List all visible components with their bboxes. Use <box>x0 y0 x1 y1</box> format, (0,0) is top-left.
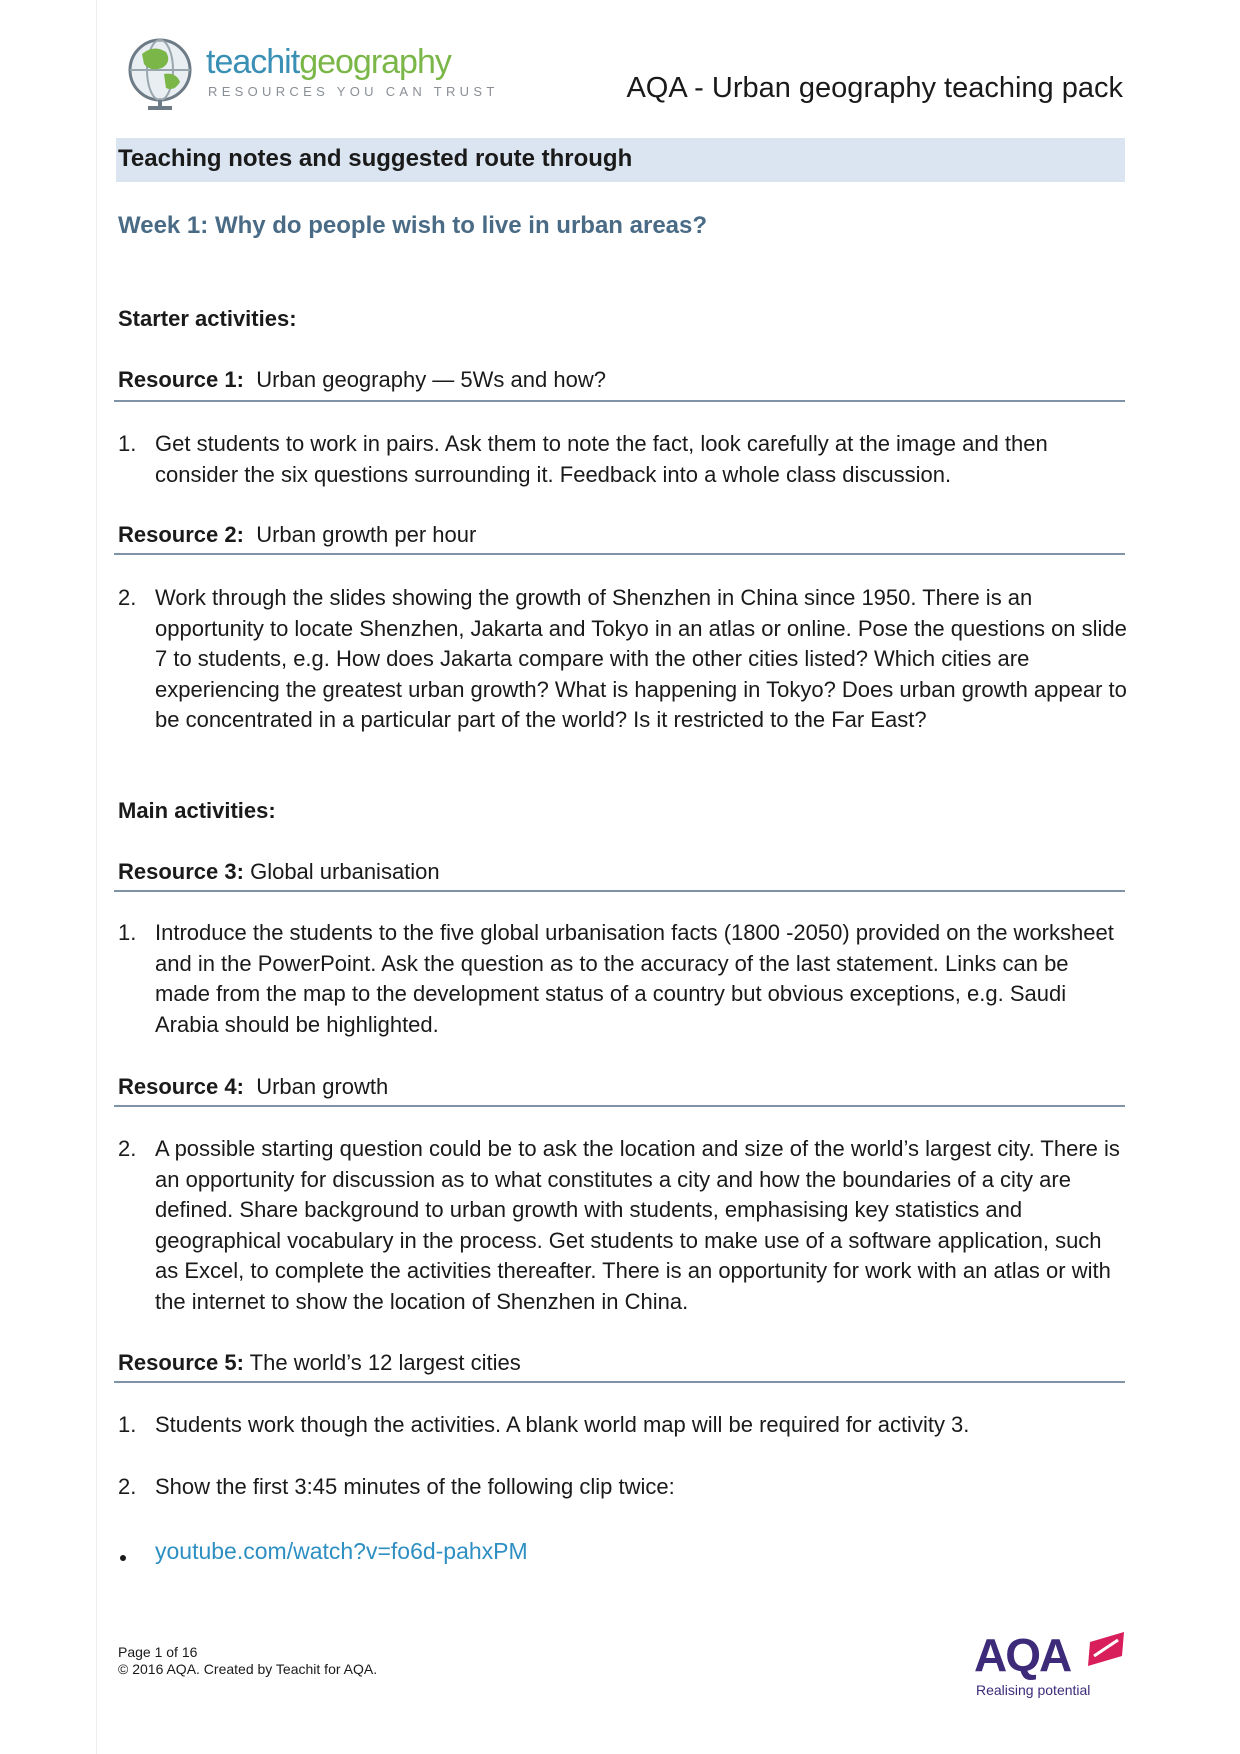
divider <box>114 553 1125 555</box>
list-item: 1. Get students to work in pairs. Ask them to note the fact, look carefully at the image and then consider the six questions surrounding it. Feedback into a whole class discussion. <box>118 431 1048 487</box>
week-title: Week 1: Why do people wish to live in urban areas? <box>118 212 708 239</box>
page-number: Page 1 of 16 <box>118 1644 198 1660</box>
list-item: 2. Show the first 3:45 minutes of the following clip twice: <box>118 1474 675 1499</box>
pack-title: AQA - Urban geography teaching pack <box>626 72 1123 104</box>
youtube-link[interactable]: youtube.com/watch?v=fo6d-pahxPM <box>155 1538 528 1564</box>
divider <box>114 400 1125 402</box>
main-heading: Main activities: <box>118 798 276 823</box>
teachit-geography-logo <box>120 28 499 112</box>
logo-tagline: RESOURCES YOU CAN TRUST <box>208 84 499 99</box>
section-banner <box>116 138 1125 182</box>
aqa-wordmark: AQA <box>974 1629 1071 1681</box>
page-edge <box>96 0 97 1754</box>
aqa-tagline: Realising potential <box>976 1682 1091 1698</box>
globe-icon <box>120 32 200 112</box>
banner-title: Teaching notes and suggested route through <box>118 145 633 172</box>
list-item: 2. A possible starting question could be to ask the location and size of the world’s largest city. There is an opportunity for discussion as to what constitutes a city and how the boundaries of a city are defined. Share background to urban growth with students, emphasising key statistics and geographical vocabulary in the process. Get students to make use of a software application, such as Excel, to complete the activities thereafter. There is an opportunity for work with an atlas or with the internet to show the location of Shenzhen in China. <box>118 1136 1120 1314</box>
starter-heading: Starter activities: <box>118 306 297 331</box>
divider <box>114 890 1125 892</box>
divider <box>114 1105 1125 1107</box>
resource-1-heading: Resource 1: Urban geography — 5Ws and how? <box>118 367 606 392</box>
bullet-icon <box>120 1555 126 1561</box>
logo-wordmark: teachitgeography <box>206 43 451 81</box>
resource-5-heading: Resource 5: The world’s 12 largest cities <box>118 1350 521 1375</box>
list-item: 2. Work through the slides showing the growth of Shenzhen in China since 1950. There is an opportunity to locate Shenzhen, Jakarta and Tokyo in an atlas or online. Pose the questions on slide 7 to students, e.g. How does Jakarta compare with the other cities listed? Which cities are experiencing the greatest urban growth? What is happening in Tokyo? Does urban growth appear to be concentrated in a particular part of the world? Is it restricted to the Far East? <box>118 585 1127 732</box>
resource-4-heading: Resource 4: Urban growth <box>118 1074 389 1099</box>
list-item: 1. Introduce the students to the five global urbanisation facts (1800 -2050) provided on the worksheet and in the PowerPoint. Ask the question as to the accuracy of the last statement. Links can be made from the map to the development status of a country but obvious exceptions, e.g. Saudi Arabia should be highlighted. <box>118 920 1114 1037</box>
resource-2-heading: Resource 2: Urban growth per hour <box>118 522 477 547</box>
divider <box>114 1381 1125 1383</box>
copyright-text: © 2016 AQA. Created by Teachit for AQA. <box>118 1661 378 1677</box>
page-footer <box>118 1644 377 1678</box>
aqa-logo <box>974 1628 1134 1708</box>
resource-3-heading: Resource 3: Global urbanisation <box>118 859 440 884</box>
aqa-flag-icon <box>1084 1630 1128 1670</box>
list-item: 1. Students work though the activities. A blank world map will be required for activity 3. <box>118 1412 970 1437</box>
